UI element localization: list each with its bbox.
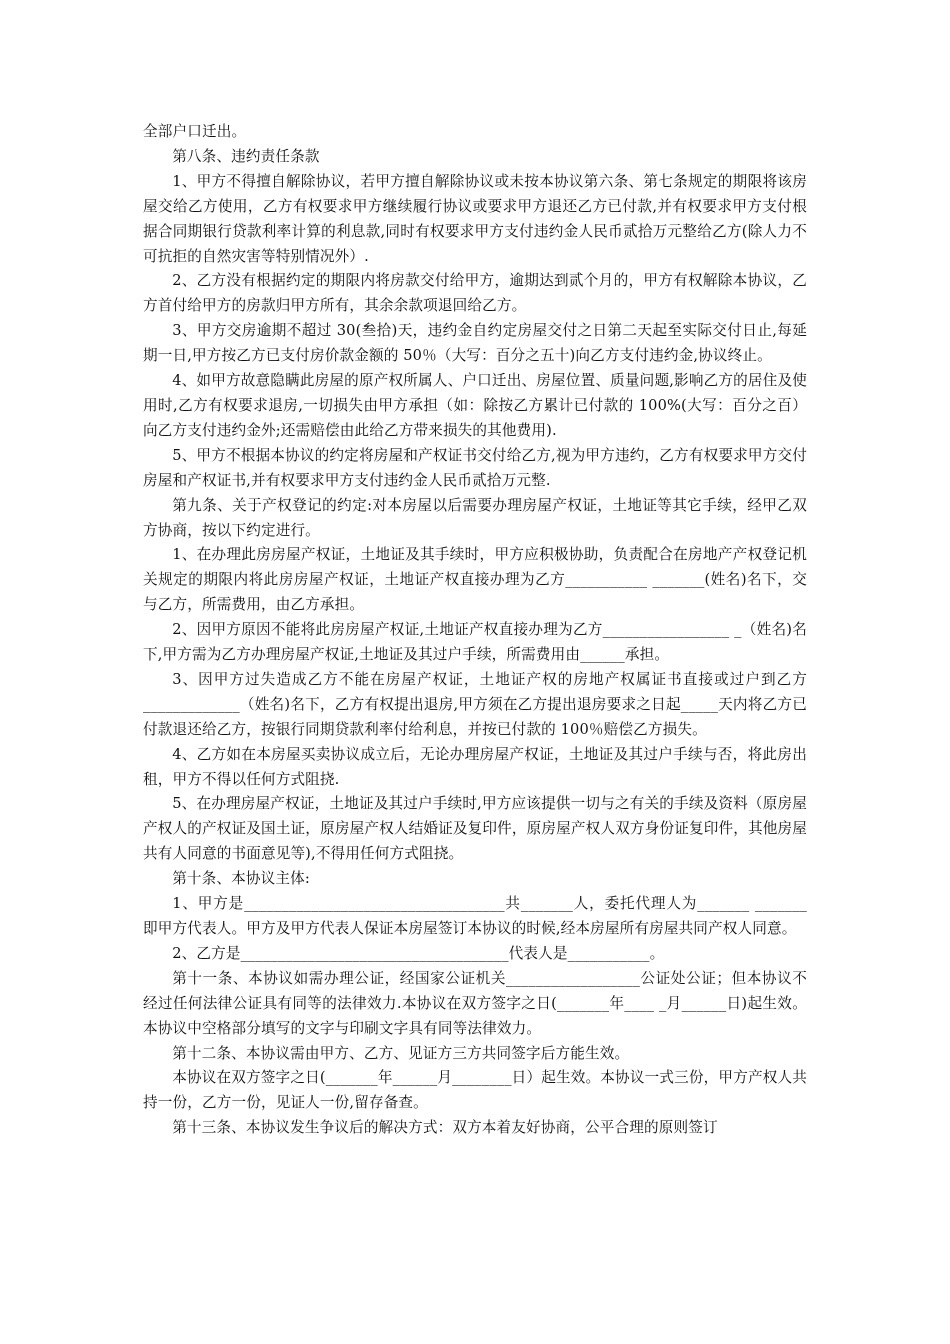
- heading-article-9: 第九条、关于产权登记的约定:对本房屋以后需要办理房屋产权证，土地证等其它手续，经甲乙双方协商，按以下约定进行。: [143, 496, 807, 539]
- document-page: [143, 120, 807, 1141]
- heading-article-8: 第八条、违约责任条款: [172, 147, 320, 165]
- paragraph-art8-clause-1: 1、甲方不得擅自解除协议，若甲方擅自解除协议或未按本协议第六条、第七条规定的期限将该房屋交给乙方使用，乙方有权要求甲方继续履行协议或要求甲方退还乙方已付款,并有权要求甲方支付根据合同期银行贷款利率计算的利息款,同时有权要求甲方支付违约金人民币贰拾万元整给乙方(除人力不可抗拒的自然灾害等特别情况外）.: [143, 172, 807, 265]
- paragraph-art9-clause-5: 5、在办理房屋产权证，土地证及其过户手续时,甲方应该提供一切与之有关的手续及资料（原房屋产权人的产权证及国土证，原房屋产权人结婚证及复印件，原房屋产权人双方身份证复印件，其他房屋共有人同意的书面意见等),不得用任何方式阻挠。: [143, 795, 807, 863]
- paragraph-article-12: 第十二条、本协议需由甲方、乙方、见证方三方共同签字后方能生效。: [172, 1044, 630, 1062]
- paragraph-art8-clause-4: 4、如甲方故意隐瞒此房屋的原产权所属人、户口迁出、房屋位置、质量问题,影响乙方的居住及使用时,乙方有权要求退房,一切损失由甲方承担（如：除按乙方累计已付款的 100%(大写：百分之百）向乙方支付违约金外;还需赔偿由此给乙方带来损失的其他费用).: [143, 372, 807, 439]
- paragraph-art9-clause-1: 1、在办理此房房屋产权证，土地证及其手续时，甲方应积极协助，负责配合在房地产产权登记机关规定的期限内将此房房屋产权证，土地证产权直接办理为乙方___________ _______(姓名)名下，交与乙方，所需费用，由乙方承担。: [143, 546, 807, 614]
- paragraph-art10-clause-1: 1、甲方是___________________________________共_______人，委托代理人为_______ _______即甲方代表人。甲方及甲方代表人保证本房屋签订本协议的时候,经本房屋所有房屋共同产权人同意。: [143, 895, 807, 937]
- paragraph-article-11: 第十一条、本协议如需办理公证，经国家公证机关__________________公证处公证；但本协议不经过任何法律公证具有同等的法律效力.本协议在双方签字之日(_______年____ _月______日)起生效。本协议中空格部分填写的文字与印刷文字具有同等法律效力。: [143, 969, 807, 1037]
- paragraph-article-13: 第十三条、本协议发生争议后的解决方式：双方本着友好协商，公平合理的原则签订: [172, 1119, 718, 1137]
- paragraph-art8-clause-3: 3、甲方交房逾期不超过 30(叁拾)天，违约金自约定房屋交付之日第二天起至实际交付日止,每延期一日,甲方按乙方已支付房价款金额的 50％（大写：百分之五十)向乙方支付违约金,协议终止。: [143, 322, 807, 365]
- paragraph-art9-clause-3: 3、因甲方过失造成乙方不能在房屋产权证，土地证产权的房地产权属证书直接或过户到乙方_____________（姓名)名下，乙方有权提出退房,甲方须在乙方提出退房要求之日起_____天内将乙方已付款退还给乙方，按银行同期贷款利率付给利息，并按已付款的 100％赔偿乙方损失。: [143, 670, 807, 738]
- paragraph-art10-clause-2: 2、乙方是____________________________________代表人是___________。: [172, 944, 665, 962]
- paragraph-art8-clause-5: 5、甲方不根据本协议的约定将房屋和产权证书交付给乙方,视为甲方违约，乙方有权要求甲方交付房屋和产权证书,并有权要求甲方支付违约金人民币贰拾万元整.: [143, 446, 807, 489]
- paragraph-art8-clause-2: 2、乙方没有根据约定的期限内将房款交付给甲方，逾期达到贰个月的，甲方有权解除本协议，乙方首付给甲方的房款归甲方所有，其余余款项退回给乙方。: [143, 272, 807, 315]
- paragraph-art9-clause-4: 4、乙方如在本房屋买卖协议成立后，无论办理房屋产权证，土地证及其过户手续与否，将此房出租，甲方不得以任何方式阻挠.: [143, 745, 807, 788]
- paragraph-household-registration: 全部户口迁出。: [143, 123, 247, 140]
- paragraph-effective-date: 本协议在双方签字之日(_______年______月________日）起生效。本协议一式三份，甲方产权人共持一份，乙方一份，见证人一份,留存备查。: [143, 1069, 807, 1112]
- paragraph-art9-clause-2: 2、因甲方原因不能将此房房屋产权证,土地证产权直接办理为乙方_________________ _（姓名)名下,甲方需为乙方办理房屋产权证,土地证及其过户手续，所需费用由______承担。: [143, 621, 807, 664]
- heading-article-10: 第十条、本协议主体:: [172, 870, 310, 888]
